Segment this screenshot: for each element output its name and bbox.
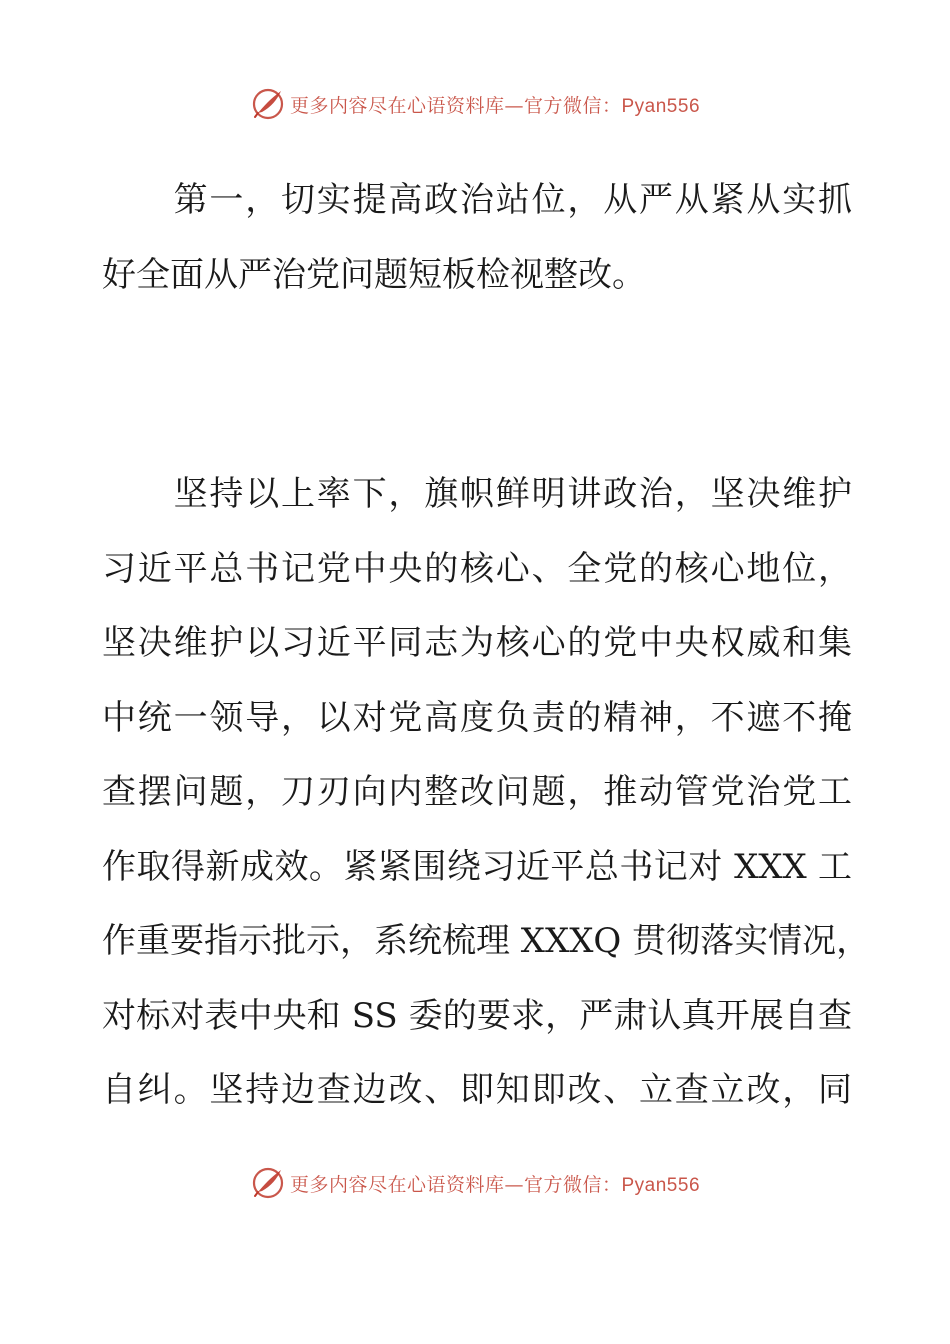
paragraph-line: 习近平总书记党中央的核心、全党的核心地位， — [102, 548, 852, 589]
paragraph-line: 查摆问题，刀刃向内整改问题，推动管党治党工 — [102, 772, 852, 812]
paragraph-line: 中统一领导，以对党高度负责的精神，不遮不掩 — [102, 697, 852, 738]
paragraph-line: 作取得新成效。紧紧围绕习近平总书记对 XXX 工 — [102, 846, 852, 887]
paragraph-line: 对标对表中央和 SS 委的要求，严肃认真开展自查 — [102, 995, 852, 1036]
heading-line: 好全面从严治党问题短板检视整改。 — [102, 254, 646, 295]
footer-watermark-banner — [0, 1163, 950, 1203]
paragraph-line: 自纠。坚持边查边改、即知即改、立查立改，同 — [102, 1070, 852, 1110]
body-paragraph — [102, 457, 871, 1128]
paragraph-line: 坚持以上率下，旗帜鲜明讲政治，坚决维护 — [102, 474, 852, 514]
heading-line: 第一，切实提高政治站位，从严从紧从实抓 — [102, 180, 852, 220]
paragraph-line: 坚决维护以习近平同志为核心的党中央权威和集 — [102, 623, 852, 663]
paragraph-line: 作重要指示批示，系统梳理 XXXQ 贯彻落实情况， — [102, 921, 871, 961]
header-watermark-banner — [0, 84, 950, 124]
quill-pen-icon — [250, 86, 286, 122]
wechat-id: Pyan556 — [621, 1174, 701, 1196]
watermark-text: 更多内容尽在心语资料库—官方微信：Pyan556 — [289, 94, 701, 117]
watermark-text: 更多内容尽在心语资料库—官方微信：Pyan556 — [289, 1173, 701, 1196]
wechat-id: Pyan556 — [621, 95, 701, 117]
section-heading — [102, 163, 852, 312]
quill-pen-icon — [250, 1165, 286, 1201]
